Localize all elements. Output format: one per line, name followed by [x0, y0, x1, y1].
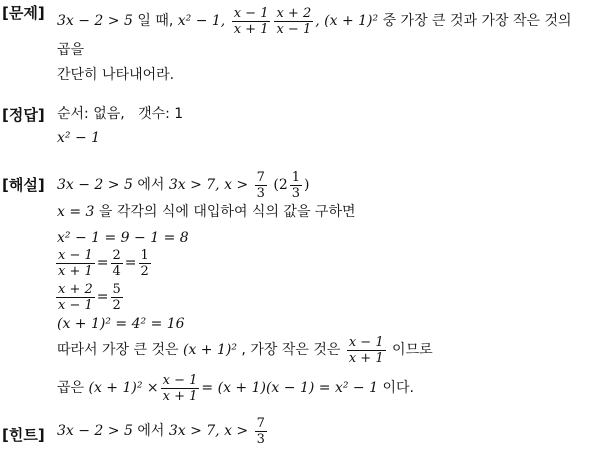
- fraction-numerator: 7: [256, 169, 265, 185]
- fraction-denominator: 4: [112, 263, 121, 279]
- math-expression: 3x > 7, x >: [168, 177, 249, 193]
- text-fragment: 에서: [132, 423, 169, 439]
- text-fragment: 을 각각의 식에 대입하여 식의 값을 구하면: [94, 204, 356, 220]
- math-expression: = (x + 1)(x − 1) = x² − 1: [201, 380, 378, 396]
- explanation-line-7: [57, 332, 589, 368]
- answer-order: 순서: 없음,: [57, 106, 125, 122]
- math-expression: x = 3: [57, 204, 95, 220]
- explanation-line-1: [57, 168, 589, 202]
- problem-expr-4: (x + 1)²: [324, 13, 379, 29]
- fraction-denominator: x + 1: [58, 263, 93, 279]
- fraction-seven-thirds: [255, 170, 267, 201]
- fraction-numerator: x − 1: [58, 247, 93, 263]
- explanation-line-2: [57, 204, 589, 220]
- fraction-numerator: 1: [291, 169, 301, 185]
- fraction: [347, 335, 386, 366]
- explanation-line-4: [54, 246, 589, 280]
- problem-text-tail: 중 가장 큰 것과 가장 작은 것의: [378, 13, 572, 29]
- paren-close: ): [304, 177, 310, 193]
- fraction: [139, 248, 151, 279]
- fraction-numerator: x − 1: [348, 334, 384, 350]
- fraction-denominator: x + 1: [348, 350, 384, 366]
- problem-comma: ,: [315, 13, 320, 29]
- hint-label: [힌트]: [2, 426, 45, 444]
- problem-line-1: [57, 2, 589, 40]
- problem-line-3: 간단히 나타내어라.: [57, 67, 175, 83]
- fraction-denominator: 3: [256, 185, 265, 201]
- fraction-numerator: x + 2: [58, 281, 93, 297]
- answer-body: [57, 106, 589, 146]
- fraction-seven-thirds: [255, 416, 267, 447]
- explanation-line-8: [57, 370, 589, 406]
- problem-fraction-2: [274, 6, 313, 37]
- math-expression: (x + 1)²: [183, 342, 237, 358]
- equals-sign: =: [124, 255, 137, 271]
- fraction-denominator: 3: [256, 431, 265, 447]
- explanation-body: [57, 168, 589, 406]
- fraction-denominator: 3: [291, 185, 301, 201]
- equals-sign: =: [96, 289, 109, 305]
- fraction: [161, 373, 200, 404]
- problem-label: [문제]: [2, 4, 45, 22]
- explanation-line-3: x² − 1 = 9 − 1 = 8: [57, 230, 189, 246]
- answer-count: 갯수: 1: [138, 106, 184, 122]
- fraction: [111, 248, 123, 279]
- fraction: [56, 248, 95, 279]
- explanation-line-5: [54, 280, 589, 314]
- fraction-denominator: x − 1: [276, 21, 312, 37]
- problem-expr-1: x² − 1,: [177, 13, 226, 29]
- text-fragment: 에서: [132, 177, 169, 193]
- fraction-numerator: x − 1: [162, 372, 198, 388]
- math-expression: (x + 1)² ×: [88, 380, 159, 396]
- equals-sign: =: [96, 255, 109, 271]
- fraction-numerator: 1: [140, 247, 149, 263]
- mixed-number-whole: (2: [273, 177, 288, 193]
- text-fragment: 이므로: [387, 342, 433, 358]
- fraction: [111, 282, 123, 313]
- fraction: [56, 282, 95, 313]
- fraction-denominator: 2: [112, 297, 121, 313]
- hint-body: [57, 414, 589, 448]
- fraction-numerator: x + 2: [276, 5, 312, 21]
- text-fragment: 이다.: [378, 380, 414, 396]
- math-expression: 3x − 2 > 5: [57, 177, 133, 193]
- fraction-numerator: 5: [112, 281, 121, 297]
- problem-line-2: 곱을: [57, 42, 85, 58]
- text-fragment: 곱은: [57, 380, 89, 396]
- explanation-label: [해설]: [2, 176, 45, 194]
- fraction-denominator: 2: [140, 263, 149, 279]
- problem-fraction-1: [232, 6, 271, 37]
- problem-text-when: 일 때,: [132, 13, 178, 29]
- text-fragment: 따라서 가장 큰 것은: [57, 342, 183, 358]
- problem-condition: 3x − 2 > 5: [57, 13, 133, 29]
- answer-value: x² − 1: [57, 130, 101, 146]
- problem-body: [57, 2, 589, 83]
- fraction-numerator: x − 1: [233, 5, 269, 21]
- fraction-numerator: 2: [112, 247, 121, 263]
- math-expression: 3x > 7, x >: [168, 423, 249, 439]
- hint-line: [57, 414, 589, 448]
- fraction-numerator: 7: [256, 415, 265, 431]
- answer-label: [정답]: [2, 106, 45, 124]
- text-fragment: , 가장 작은 것은: [236, 342, 345, 358]
- answer-meta: [57, 106, 589, 122]
- explanation-line-6: (x + 1)² = 4² = 16: [57, 316, 185, 332]
- math-expression: 3x − 2 > 5: [57, 423, 133, 439]
- mixed-number-fraction: [290, 170, 302, 201]
- fraction-denominator: x + 1: [162, 388, 198, 404]
- fraction-denominator: x − 1: [58, 297, 93, 313]
- fraction-denominator: x + 1: [233, 21, 269, 37]
